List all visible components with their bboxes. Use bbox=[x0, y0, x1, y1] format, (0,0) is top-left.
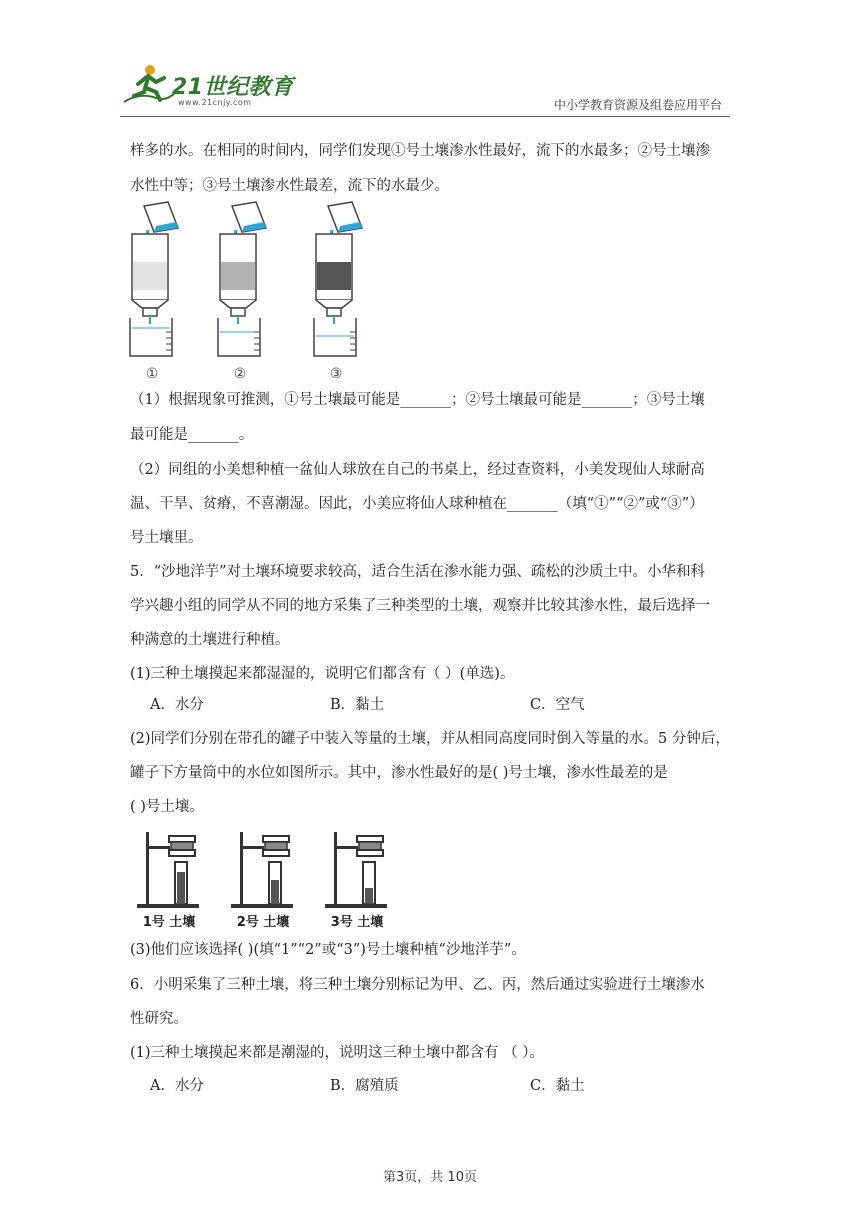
q6-line1: 6．小明采集了三种土壤，将三种土壤分别标记为甲、乙、丙，然后通过实验进行土壤渗水 bbox=[130, 977, 705, 993]
q5-sub2-line2: 罐子下方量筒中的水位如图所示。其中，渗水性最好的是( )号土壤，渗水性最差的是 bbox=[130, 765, 668, 781]
soil-column-3 bbox=[314, 202, 362, 382]
figure2-label-2: 2号 土壤 bbox=[236, 915, 290, 930]
q4-sub1-line1: （1）根据现象可推测，①号土壤最可能是_______；②号土壤最可能是_______；③号土壤 bbox=[130, 392, 705, 408]
q4-sub2-line3: 号土壤里。 bbox=[130, 530, 203, 546]
soil-stand-2 bbox=[231, 832, 293, 930]
q5-sub1: (1)三种土壤摸起来都湿湿的，说明它们都含有（ ）(单选)。 bbox=[130, 666, 515, 682]
q5-option-b[interactable]: B．黏土 bbox=[330, 697, 385, 713]
soil-stand-figure bbox=[133, 828, 401, 930]
platform-title: 中小学教育资源及组卷应用平台 bbox=[553, 98, 722, 112]
soil-stand-3 bbox=[325, 832, 387, 930]
q6-line2: 性研究。 bbox=[130, 1011, 188, 1027]
q5-line3: 种满意的土壤进行种植。 bbox=[130, 632, 290, 648]
soil-column-2 bbox=[218, 202, 266, 382]
figure1-label-2: ② bbox=[233, 366, 247, 382]
q4-intro-line2: 水性中等；③号土壤渗水性最差，流下的水最少。 bbox=[130, 178, 449, 194]
q4-intro-line1: 样多的水。在相同的时间内，同学们发现①号土壤渗水性最好，流下的水最多；②号土壤渗 bbox=[130, 143, 710, 159]
q4-sub1-line2: 最可能是_______。 bbox=[130, 427, 254, 443]
q6-sub1: (1)三种土壤摸起来都是潮湿的，说明这三种土壤中都含有 （ ）。 bbox=[130, 1045, 545, 1061]
page-number: 第3页，共 10页 bbox=[383, 1170, 477, 1185]
q6-option-a[interactable]: A．水分 bbox=[150, 1078, 204, 1094]
logo-url: www.21cnjy.com bbox=[178, 98, 252, 107]
q6-option-b[interactable]: B．腐殖质 bbox=[330, 1078, 399, 1094]
figure2-label-1: 1号 土壤 bbox=[142, 915, 196, 930]
figure1-label-1: ① bbox=[145, 366, 159, 382]
q6-option-c[interactable]: C．黏土 bbox=[530, 1078, 585, 1094]
figure2-label-3: 3号 土壤 bbox=[330, 915, 384, 930]
logo-text: 21世纪教育 bbox=[172, 75, 294, 100]
page-header bbox=[120, 62, 730, 118]
q5-sub3: (3)他们应该选择( )(填“1”“2”或“3”)号土壤种植“沙地洋芋”。 bbox=[130, 942, 526, 958]
q5-option-c[interactable]: C．空气 bbox=[530, 697, 585, 713]
runner-logo-icon bbox=[120, 62, 180, 110]
q5-option-a[interactable]: A．水分 bbox=[150, 697, 204, 713]
site-logo[interactable] bbox=[120, 62, 295, 112]
q5-sub2-line3: ( )号土壤。 bbox=[130, 799, 204, 815]
figure1-label-3: ③ bbox=[329, 366, 343, 382]
header-divider bbox=[120, 116, 730, 117]
q5-line1: 5．“沙地洋芋”对土壤环境要求较高，适合生活在渗水能力强、疏松的沙质土中。小华和科 bbox=[130, 564, 706, 580]
q4-sub2-line2: 温、干旱、贫瘠，不喜潮湿。因此，小美应将仙人球种植在_______（填“①”“②”或“③”） bbox=[130, 496, 704, 512]
q5-sub2-line1: (2)同学们分别在带孔的罐子中装入等量的土壤，并从相同高度同时倒入等量的水。5 分钟后， bbox=[130, 731, 730, 747]
soil-column-1 bbox=[130, 202, 178, 382]
soil-stand-1 bbox=[137, 832, 199, 930]
soil-column-figure bbox=[128, 200, 368, 382]
q4-sub2-line1: （2）同组的小美想种植一盆仙人球放在自己的书桌上，经过查资料，小美发现仙人球耐高 bbox=[130, 462, 705, 478]
q5-line2: 学兴趣小组的同学从不同的地方采集了三种类型的土壤，观察并比较其渗水性，最后选择一 bbox=[130, 598, 710, 614]
